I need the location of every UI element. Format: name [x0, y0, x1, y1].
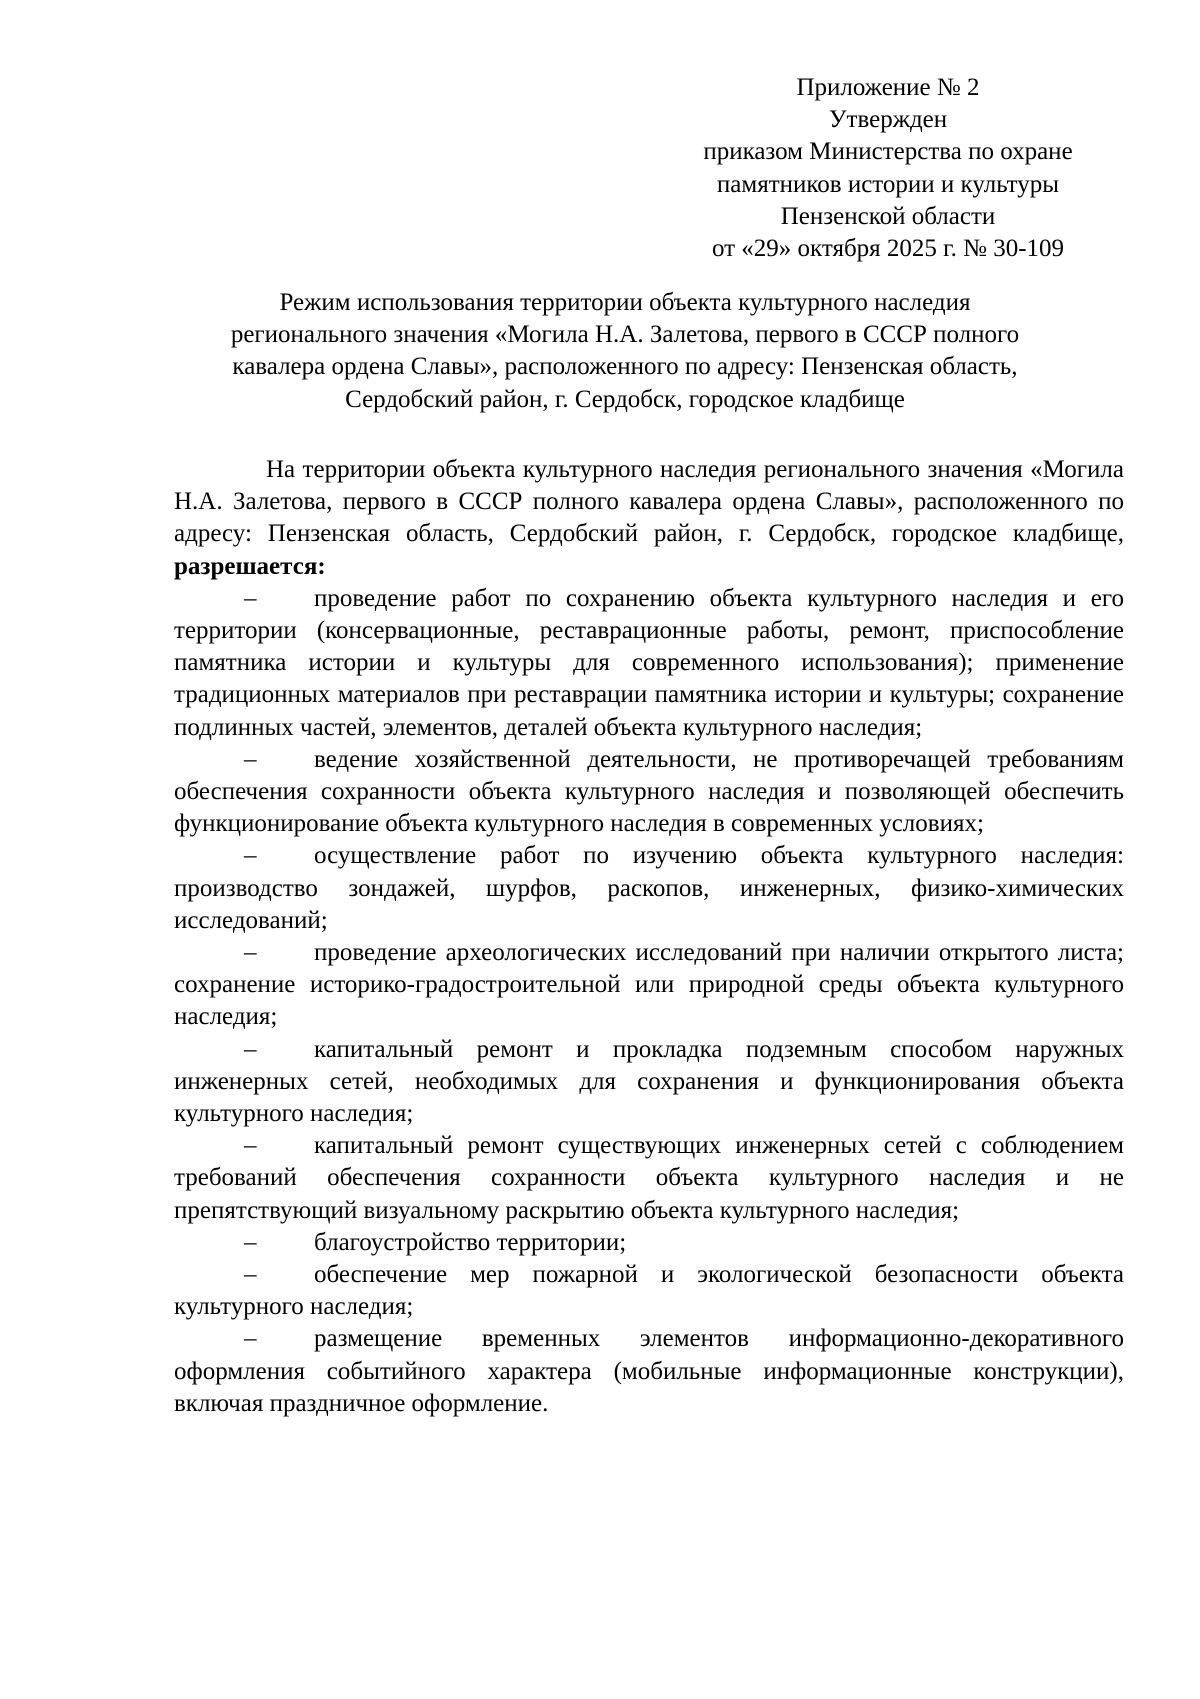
list-item-text: капитальный ремонт и прокладка подземным способом наружных инженерных сетей, необходимых для сохранения и функционирования объекта культурного наследия;	[174, 1035, 1124, 1128]
dash-marker: –	[244, 939, 257, 967]
dash-marker: –	[244, 584, 257, 612]
list-item-text: капитальный ремонт существующих инженерных сетей с соблюдением требований обеспечения сохранности объекта культурного наследия и не препятствующий визуальному раскрытию объекта культурного наследия;	[174, 1132, 1124, 1224]
list-item	[174, 1323, 1124, 1420]
list-item-text: проведение археологических исследований при наличии открытого листа; сохранение историко-градостроительной или природной среды объекта культурного наследия;	[174, 939, 1124, 1031]
dash-marker: –	[244, 1035, 257, 1063]
list-item	[174, 840, 1124, 937]
approving-order-line: Пензенской области	[780, 202, 996, 230]
dash-marker: –	[244, 842, 257, 870]
list-item-text: размещение временных элементов информационно-декоративного оформления событийного характера (мобильные информационные конструкции), включая праздничное оформление.	[174, 1325, 1124, 1417]
dash-marker: –	[244, 1228, 257, 1256]
list-item	[174, 1259, 1124, 1323]
document-title	[130, 287, 1120, 416]
dash-marker: –	[244, 1325, 257, 1353]
title-line: кавалера ордена Славы», расположенного по адресу: Пензенская область,	[232, 353, 1018, 381]
approved-label: Утвержден	[828, 106, 948, 134]
list-item-text: благоустройство территории;	[314, 1228, 627, 1256]
order-date-number: от «29» октября 2025 г. № 30-109	[711, 235, 1065, 263]
document-body	[174, 454, 1124, 1420]
list-item	[174, 1227, 1124, 1259]
approval-block	[638, 72, 1138, 265]
dash-marker: –	[244, 1132, 257, 1160]
permitted-keyword: разрешается:	[174, 552, 326, 580]
dash-marker: –	[244, 745, 257, 773]
list-item	[174, 583, 1124, 744]
list-item-text: осуществление работ по изучению объекта культурного наследия: производство зондажей, шурфов, раскопов, инженерных, физико-химических исследований;	[174, 842, 1124, 934]
appendix-number: Приложение № 2	[796, 74, 980, 101]
list-item	[174, 1130, 1124, 1227]
list-item-text: ведение хозяйственной деятельности, не противоречащей требованиям обеспечения сохранности объекта культурного наследия и позволяющей обеспечить функционирование объекта культурного наследия в современных условиях;	[174, 745, 1124, 838]
title-line: Режим использования территории объекта культурного наследия	[279, 289, 971, 316]
list-item	[174, 1034, 1124, 1131]
title-line: регионального значения «Могила Н.А. Залетова, первого в СССР полного	[230, 321, 1020, 349]
approving-order-line: приказом Министерства по охране	[703, 138, 1073, 166]
approving-order-line: памятников истории и культуры	[716, 170, 1060, 198]
list-item-text: проведение работ по сохранению объекта культурного наследия и его территории (консервационные, реставрационные работы, ремонт, приспособление памятника истории и культуры для современного использования); применение традиционных материалов при реставрации памятника истории и культуры; сохранение подлинных частей, элементов, деталей объекта культурного наследия;	[174, 584, 1124, 741]
intro-text: На территории объекта культурного наследия регионального значения «Могила Н.А. Залетова, первого в СССР полного кавалера ордена Славы», расположенного по адресу: Пензенская область, Сердобский район, г. Сердобск, городское кладбище,	[174, 456, 1124, 548]
list-item	[174, 937, 1124, 1034]
list-item	[174, 744, 1124, 841]
list-item-text: обеспечение мер пожарной и экологической безопасности объекта культурного наследия;	[174, 1261, 1124, 1321]
title-line: Сердобский район, г. Сердобск, городское кладбище	[345, 385, 905, 413]
intro-paragraph	[174, 454, 1124, 583]
dash-marker: –	[244, 1261, 257, 1289]
